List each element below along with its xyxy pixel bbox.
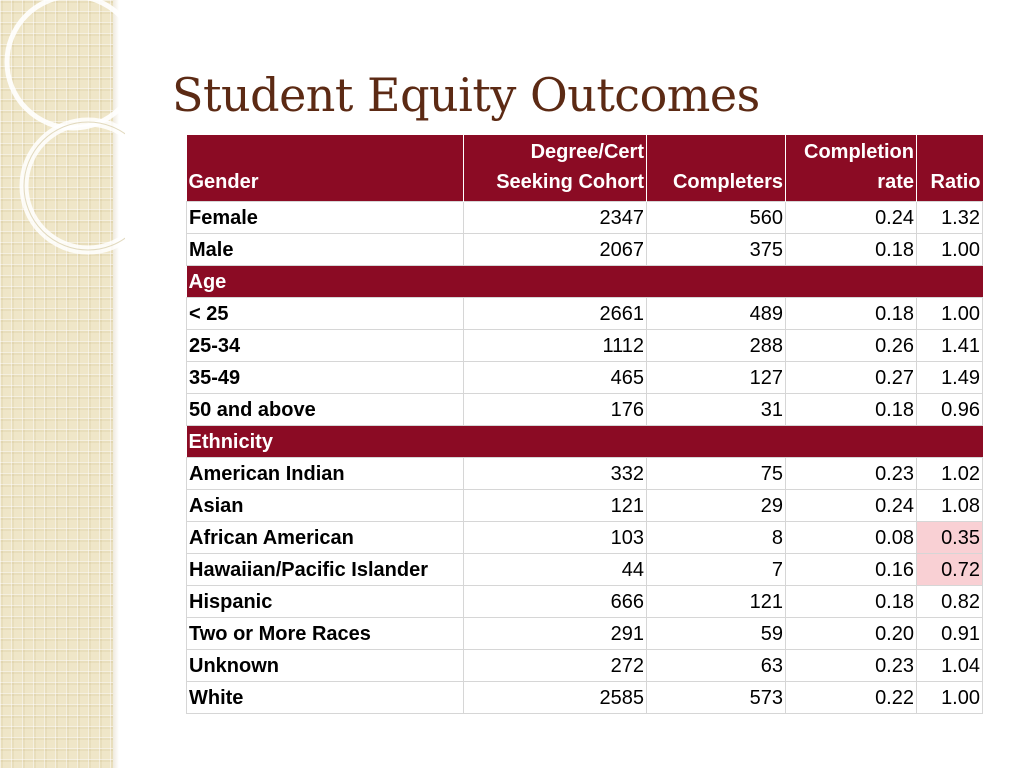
decorative-ring-top (7, 0, 125, 128)
decorative-ring-bottom (24, 122, 125, 250)
completers-cell: 560 (647, 202, 786, 234)
header-cohort: Degree/Cert Seeking Cohort (464, 135, 647, 202)
completion-rate-cell: 0.18 (786, 586, 917, 618)
row-label: Male (187, 234, 464, 266)
table-row (187, 650, 983, 682)
header-completers: Completers (647, 135, 786, 202)
cohort-cell: 666 (464, 586, 647, 618)
row-label: African American (187, 522, 464, 554)
table-row (187, 522, 983, 554)
row-label: American Indian (187, 458, 464, 490)
table-row (187, 234, 983, 266)
table-row (187, 202, 983, 234)
completers-cell: 31 (647, 394, 786, 426)
ratio-cell: 1.02 (917, 458, 983, 490)
completers-cell: 59 (647, 618, 786, 650)
row-label: Asian (187, 490, 464, 522)
cohort-cell: 2661 (464, 298, 647, 330)
completion-rate-cell: 0.23 (786, 650, 917, 682)
completers-cell: 7 (647, 554, 786, 586)
table-row (187, 490, 983, 522)
gender-rows (187, 202, 983, 266)
cohort-cell: 272 (464, 650, 647, 682)
table-row (187, 330, 983, 362)
table-row (187, 618, 983, 650)
decorative-rings (0, 0, 125, 260)
row-label: Hispanic (187, 586, 464, 618)
section-label-ethnicity: Ethnicity (187, 426, 983, 458)
row-label: Two or More Races (187, 618, 464, 650)
ratio-cell: 1.32 (917, 202, 983, 234)
table-row (187, 458, 983, 490)
cohort-cell: 121 (464, 490, 647, 522)
completion-rate-cell: 0.26 (786, 330, 917, 362)
ethnicity-section (187, 426, 983, 458)
cohort-cell: 291 (464, 618, 647, 650)
age-section (187, 266, 983, 298)
row-label: 50 and above (187, 394, 464, 426)
ethnicity-rows (187, 458, 983, 714)
age-rows (187, 298, 983, 426)
completers-cell: 75 (647, 458, 786, 490)
completers-cell: 63 (647, 650, 786, 682)
section-row-age (187, 266, 983, 298)
ratio-cell: 1.49 (917, 362, 983, 394)
table-row (187, 362, 983, 394)
table-row (187, 298, 983, 330)
row-label: Female (187, 202, 464, 234)
ratio-cell: 1.00 (917, 298, 983, 330)
completers-cell: 489 (647, 298, 786, 330)
ratio-cell: 1.00 (917, 234, 983, 266)
table-header-row (187, 135, 983, 202)
completers-cell: 375 (647, 234, 786, 266)
completion-rate-cell: 0.22 (786, 682, 917, 714)
completers-cell: 121 (647, 586, 786, 618)
cohort-cell: 2067 (464, 234, 647, 266)
completion-rate-cell: 0.24 (786, 202, 917, 234)
completion-rate-cell: 0.18 (786, 234, 917, 266)
cohort-cell: 2585 (464, 682, 647, 714)
completion-rate-cell: 0.23 (786, 458, 917, 490)
ratio-cell: 1.41 (917, 330, 983, 362)
cohort-cell: 2347 (464, 202, 647, 234)
header-gender: Gender (187, 135, 464, 202)
completion-rate-cell: 0.18 (786, 298, 917, 330)
header-ratio: Ratio (917, 135, 983, 202)
ratio-cell: 0.82 (917, 586, 983, 618)
ratio-cell: 0.72 (917, 554, 983, 586)
table-row (187, 554, 983, 586)
completion-rate-cell: 0.18 (786, 394, 917, 426)
cohort-cell: 44 (464, 554, 647, 586)
section-label-age: Age (187, 266, 983, 298)
ratio-cell: 0.91 (917, 618, 983, 650)
row-label: Hawaiian/Pacific Islander (187, 554, 464, 586)
ratio-cell: 1.08 (917, 490, 983, 522)
cohort-cell: 1112 (464, 330, 647, 362)
completion-rate-cell: 0.24 (786, 490, 917, 522)
table-row (187, 586, 983, 618)
ratio-cell: 1.00 (917, 682, 983, 714)
completers-cell: 8 (647, 522, 786, 554)
completers-cell: 573 (647, 682, 786, 714)
completion-rate-cell: 0.20 (786, 618, 917, 650)
ratio-cell: 0.35 (917, 522, 983, 554)
completers-cell: 127 (647, 362, 786, 394)
row-label: Unknown (187, 650, 464, 682)
cohort-cell: 103 (464, 522, 647, 554)
completion-rate-cell: 0.08 (786, 522, 917, 554)
ratio-cell: 1.04 (917, 650, 983, 682)
ratio-cell: 0.96 (917, 394, 983, 426)
table-row (187, 682, 983, 714)
row-label: White (187, 682, 464, 714)
completion-rate-cell: 0.16 (786, 554, 917, 586)
cohort-cell: 176 (464, 394, 647, 426)
completers-cell: 288 (647, 330, 786, 362)
cohort-cell: 332 (464, 458, 647, 490)
equity-outcomes-table (186, 135, 983, 714)
completers-cell: 29 (647, 490, 786, 522)
slide-title: Student Equity Outcomes (172, 68, 760, 122)
table-row (187, 394, 983, 426)
header-completion-rate: Completion rate (786, 135, 917, 202)
section-row-ethnicity (187, 426, 983, 458)
row-label: 35-49 (187, 362, 464, 394)
row-label: < 25 (187, 298, 464, 330)
row-label: 25-34 (187, 330, 464, 362)
completion-rate-cell: 0.27 (786, 362, 917, 394)
cohort-cell: 465 (464, 362, 647, 394)
